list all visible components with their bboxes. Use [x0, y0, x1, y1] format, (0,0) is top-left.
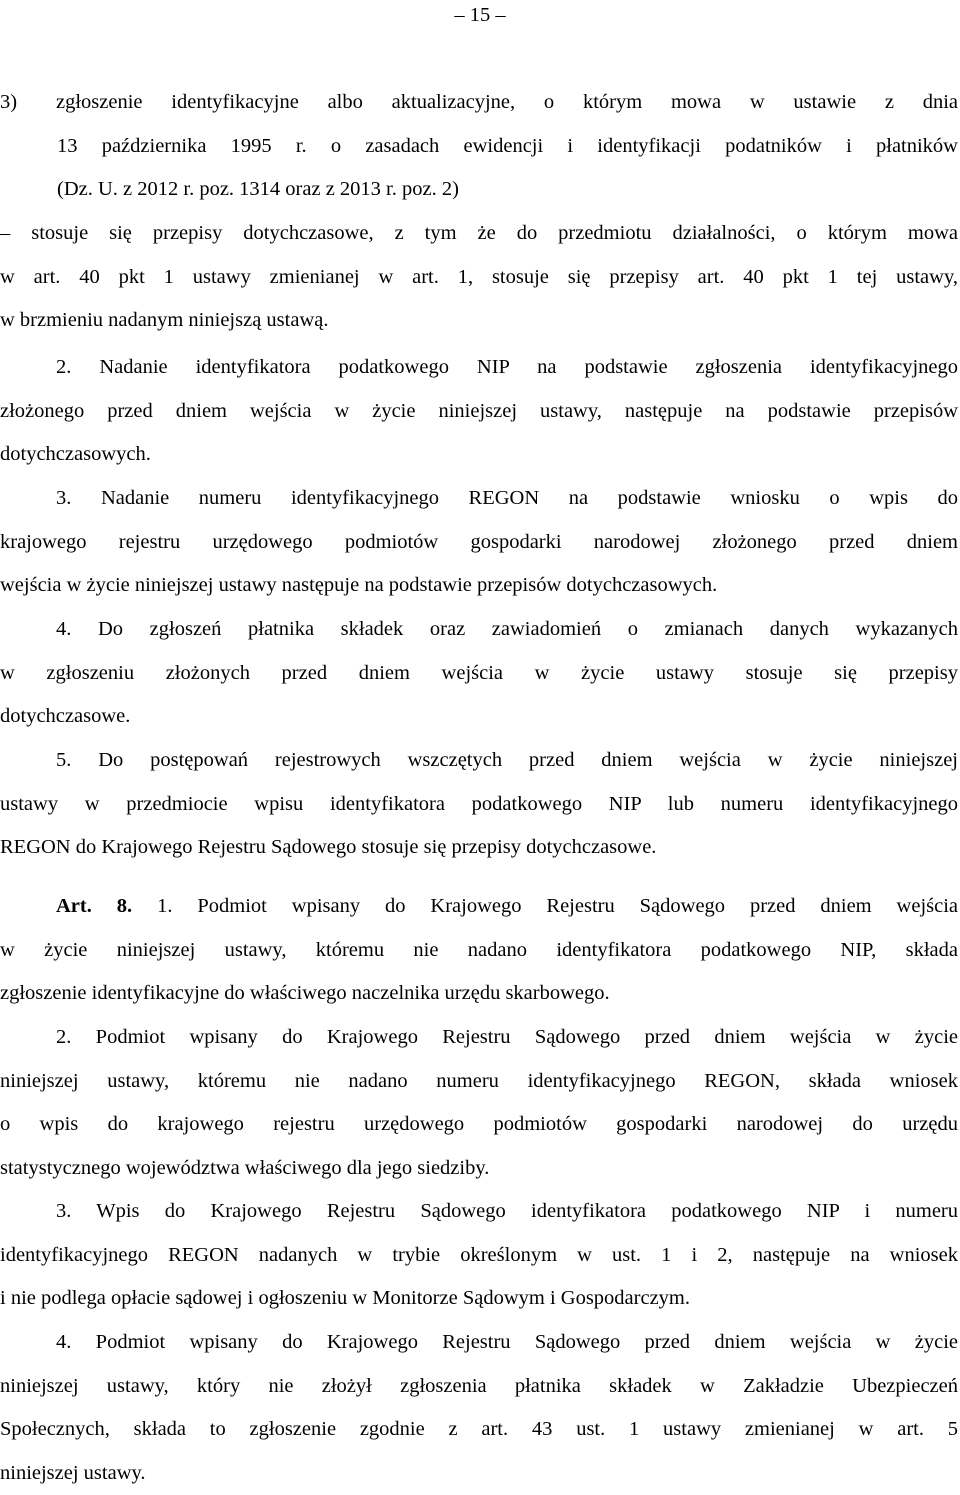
article-line: niniejszej ustawy. — [0, 1461, 146, 1484]
paragraph-line: REGON do Krajowego Rejestru Sądowego stosuje się przepisy dotychczasowe. — [0, 836, 657, 859]
paragraph-line: 4. Do zgłoszeń płatnika składek oraz zawiadomień o zmianach danych wykazanych — [56, 618, 958, 640]
paragraph-line: krajowego rejestru urzędowego podmiotów gospodarki narodowej złożonego przed dniem — [0, 530, 958, 553]
paragraph-line: w zgłoszeniu złożonych przed dniem wejścia w życie ustawy stosuje się przepisy — [0, 661, 958, 684]
item-number: 3) — [0, 91, 18, 113]
article-line: 2. Podmiot wpisany do Krajowego Rejestru Sądowego przed dniem wejścia w życie — [56, 1026, 958, 1048]
page-number: – 15 – — [454, 4, 506, 26]
paragraph-line: dotychczasowe. — [0, 705, 131, 728]
paragraph-4 — [0, 608, 958, 739]
paragraph-line: 5. Do postępowań rejestrowych wszczętych przed dniem wejścia w życie niniejszej — [56, 749, 958, 771]
paragraph-line: 2. Nadanie identyfikatora podatkowego NIP na podstawie zgłoszenia identyfikacyjnego — [56, 356, 958, 378]
closing-line: w art. 40 pkt 1 ustawy zmienianej w art. 1, stosuje się przepisy art. 40 pkt 1 tej ustawy, — [0, 265, 958, 288]
article-8-section-3 — [0, 1190, 958, 1321]
paragraph-line: wejścia w życie niniejszej ustawy następuje na podstawie przepisów dotychczasowych. — [0, 574, 718, 597]
article-line: w życie niniejszej ustawy, któremu nie nadano identyfikatora podatkowego NIP, składa — [0, 938, 958, 961]
article-line: Społecznych, składa to zgłoszenie zgodnie z art. 43 ust. 1 ustawy zmienianej w art. 5 — [0, 1418, 958, 1441]
article-line: 3. Wpis do Krajowego Rejestru Sądowego identyfikatora podatkowego NIP i numeru — [56, 1200, 958, 1222]
paragraph-line: złożonego przed dniem wejścia w życie niniejszej ustawy, następuje na podstawie przepisów — [0, 399, 958, 422]
article-line: niniejszej ustawy, który nie złożył zgłoszenia płatnika składek w Zakładzie Ubezpieczeń — [0, 1374, 958, 1397]
article-8-section-2 — [0, 1016, 958, 1190]
item-3-line: 3) zgłoszenie identyfikacyjne albo aktualizacyjne, o którym mowa w ustawie z dnia — [0, 81, 958, 125]
item-3-line: (Dz. U. z 2012 r. poz. 1314 oraz z 2013 r. poz. 2) — [57, 178, 459, 201]
article-line: identyfikacyjnego REGON nadanych w trybie określonym w ust. 1 i 2, następuje na wniosek — [0, 1243, 958, 1266]
closing-line: w brzmieniu nadanym niniejszą ustawą. — [0, 309, 329, 332]
article-line: zgłoszenie identyfikacyjne do właściwego naczelnika urzędu skarbowego. — [0, 982, 610, 1005]
article-line: Art. 8. 1. Podmiot wpisany do Krajowego Rejestru Sądowego przed dniem wejścia — [56, 895, 959, 917]
article-line: i nie podlega opłacie sądowej i ogłoszeniu w Monitorze Sądowym i Gospodarczym. — [0, 1287, 691, 1310]
article-line: statystycznego województwa właściwego dla jego siedziby. — [0, 1156, 490, 1179]
article-line: niniejszej ustawy, któremu nie nadano numeru identyfikacyjnego REGON, składa wniosek — [0, 1069, 958, 1092]
paragraph-2 — [0, 346, 958, 477]
article-8-section-4 — [0, 1321, 958, 1495]
paragraph-3 — [0, 477, 958, 608]
paragraph-line: 3. Nadanie numeru identyfikacyjnego REGON na podstawie wniosku o wpis do — [56, 487, 958, 509]
article-line: o wpis do krajowego rejestru urzędowego podmiotów gospodarki narodowej do urzędu — [0, 1113, 958, 1136]
article-8-section-1 — [0, 885, 958, 1016]
item-3-line: 13 października 1995 r. o zasadach ewidencji i identyfikacji podatników i płatników — [57, 134, 958, 157]
paragraph-line: dotychczasowych. — [0, 443, 151, 466]
closing-clause — [0, 212, 958, 343]
item-3 — [0, 81, 958, 212]
article-heading: Art. 8. — [56, 895, 133, 917]
closing-line: – stosuje się przepisy dotychczasowe, z tym że do przedmiotu działalności, o którym mowa — [0, 222, 958, 244]
paragraph-5 — [0, 739, 958, 870]
paragraph-line: ustawy w przedmiocie wpisu identyfikatora podatkowego NIP lub numeru identyfikacyjnego — [0, 792, 958, 815]
article-line: 4. Podmiot wpisany do Krajowego Rejestru Sądowego przed dniem wejścia w życie — [56, 1331, 958, 1353]
